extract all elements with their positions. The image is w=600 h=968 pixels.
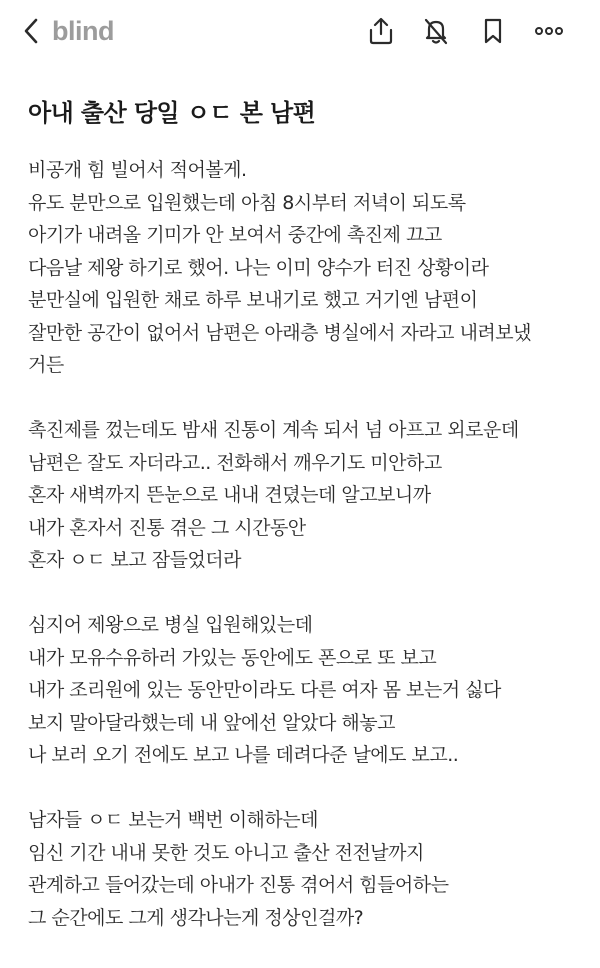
post-line: 거든: [28, 354, 64, 376]
post-line: 보지 말아달라했는데 내 앞에선 알았다 해놓고: [28, 711, 395, 734]
notifications-off-button[interactable]: [419, 14, 453, 48]
share-icon: [368, 17, 394, 45]
post-line: 심지어 제왕으로 병실 입원해있는데: [28, 614, 313, 636]
post-line: 혼자 ㅇㄷ 보고 잠들었더라: [28, 549, 242, 571]
post-title: 아내 출산 당일 ㅇㄷ 본 남편: [28, 99, 316, 127]
post-paragraph: [28, 154, 588, 382]
bookmark-icon: [482, 17, 504, 45]
brand-logo[interactable]: blind: [52, 16, 114, 46]
post-line: 혼자 새벽까지 뜬눈으로 내내 견뎠는데 알고보니까: [28, 484, 431, 506]
top-bar: [0, 0, 600, 64]
post-paragraph: [28, 609, 588, 772]
post-line: 다음날 제왕 하기로 했어. 나는 이미 양수가 터진 상황이라: [28, 256, 489, 279]
post-paragraph: [28, 414, 588, 577]
post-paragraph: [28, 804, 588, 934]
post-line: 비공개 힘 빌어서 적어볼게.: [28, 159, 247, 181]
post-line: 나 보러 오기 전에도 보고 나를 데려다준 날에도 보고..: [28, 744, 459, 766]
post-line: 그 순간에도 그게 생각나는게 정상인걸까?: [28, 906, 364, 929]
more-button[interactable]: [532, 14, 566, 48]
chevron-left-icon: [23, 17, 39, 45]
post-line: 아기가 내려올 기미가 안 보여서 중간에 촉진제 끄고: [28, 224, 442, 246]
post-line: 내가 혼자서 진통 겪은 그 시간동안: [28, 516, 306, 539]
post-line: 남자들 ㅇㄷ 보는거 백번 이해하는데: [28, 809, 318, 831]
post-line: 내가 모유수유하러 가있는 동안에도 폰으로 또 보고: [28, 646, 437, 669]
post-line: 분만실에 입원한 채로 하루 보내기로 했고 거기엔 남편이: [28, 289, 478, 311]
post-line: 유도 분만으로 입원했는데 아침 8시부터 저녁이 되도록: [28, 191, 466, 214]
post-line: 남편은 잘도 자더라고.. 전화해서 깨우기도 미안하고: [28, 451, 442, 474]
post-line: 잘만한 공간이 없어서 남편은 아래층 병실에서 자라고 내려보냈: [28, 321, 531, 344]
post-line: 내가 조리원에 있는 동안만이라도 다른 여자 몸 보는거 싫다: [28, 679, 501, 701]
post-line: 관계하고 들어갔는데 아내가 진통 겪어서 힘들어하는: [28, 874, 449, 896]
bookmark-button[interactable]: [476, 14, 510, 48]
bell-off-icon: [422, 17, 450, 45]
share-button[interactable]: [364, 14, 398, 48]
post-line: 임신 기간 내내 못한 것도 아니고 출산 전전날까지: [28, 841, 424, 864]
back-button[interactable]: [18, 14, 44, 48]
post-body: [28, 154, 588, 967]
post-line: 촉진제를 껐는데도 밤새 진통이 계속 되서 넘 아프고 외로운데: [28, 419, 519, 441]
more-horizontal-icon: [534, 26, 564, 36]
